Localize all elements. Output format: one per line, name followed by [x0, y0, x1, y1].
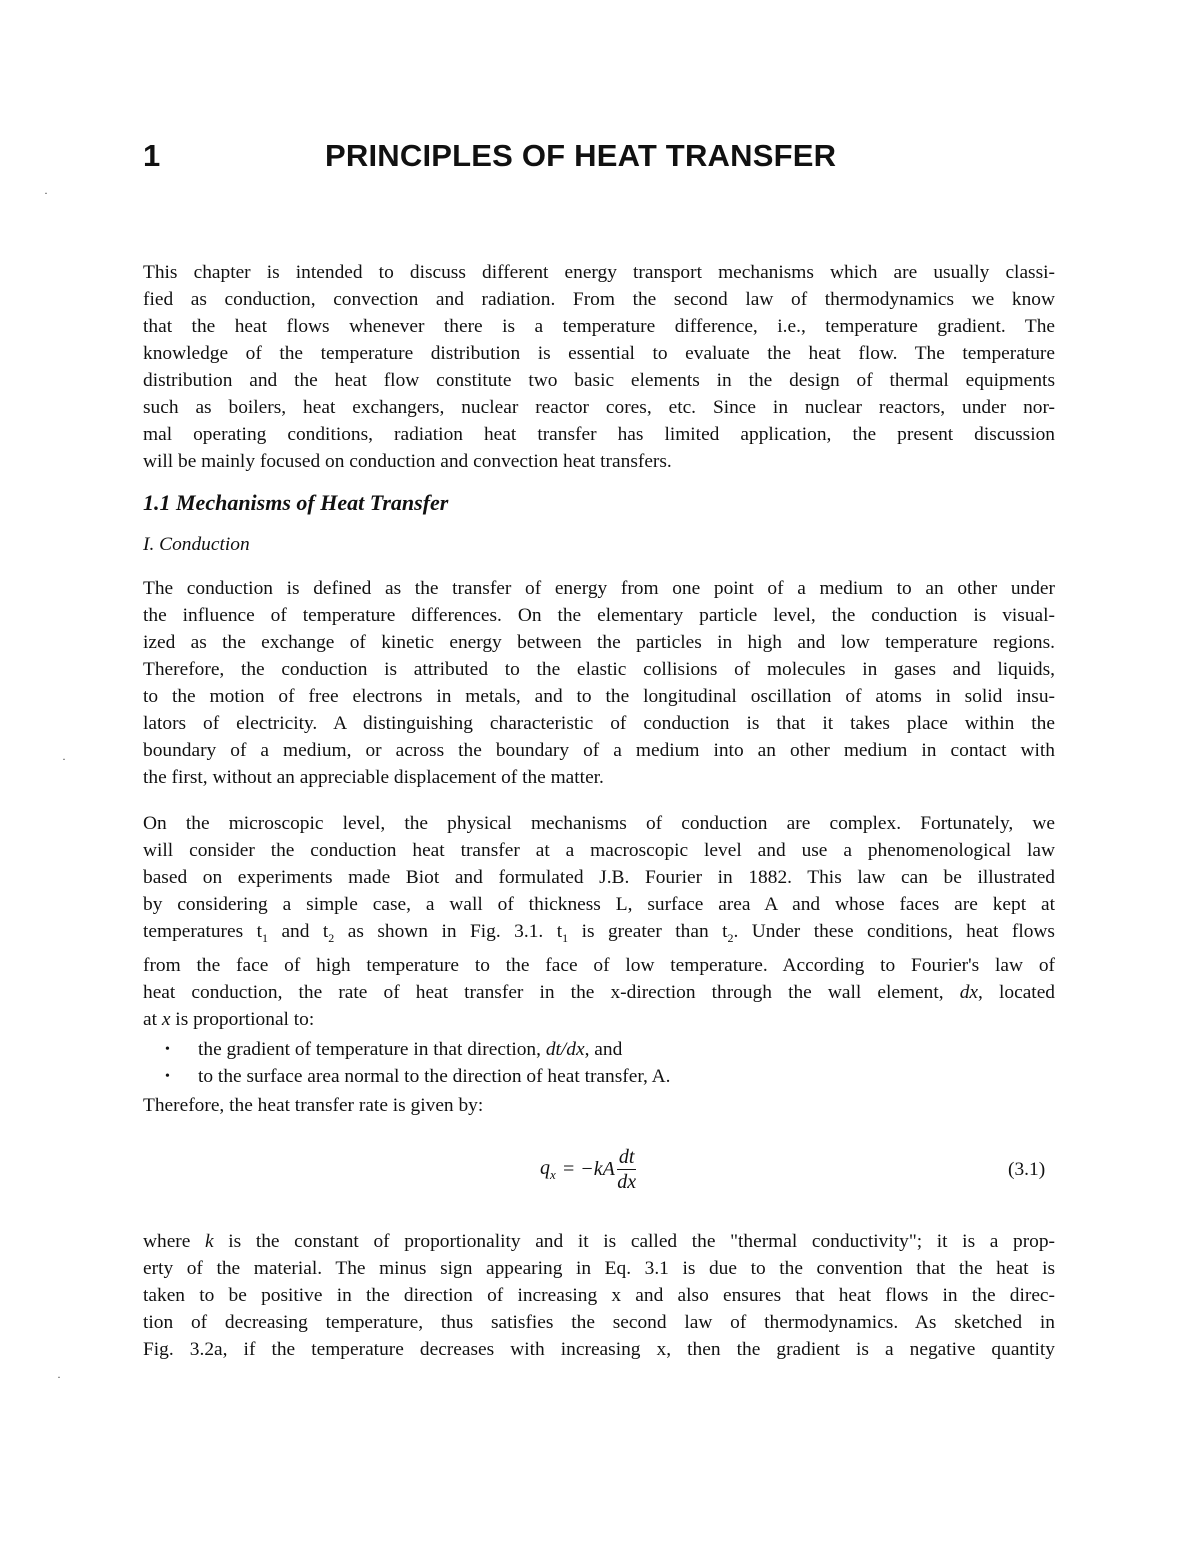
text-segment: , located [978, 981, 1055, 1003]
text-line: On the microscopic level, the physical mechanisms of conduction are complex. Fortunately, we [143, 813, 1055, 834]
text-line: This chapter is intended to discuss different energy transport mechanisms which are usually classi- [143, 262, 1055, 283]
section-heading: 1.1 Mechanisms of Heat Transfer [143, 490, 449, 515]
text-line: mal operating conditions, radiation heat transfer has limited application, the present discussion [143, 424, 1055, 445]
equation-lhs [540, 1157, 556, 1183]
subscript: 1 [562, 930, 569, 945]
conduction-paragraph [143, 575, 1055, 791]
text-segment: is the constant of proportionality and it is called the "thermal conductivity"; it is a prop- [213, 1231, 1056, 1252]
text-segment: is proportional to: [170, 1008, 315, 1030]
text-line [143, 1228, 1055, 1255]
text-line: will be mainly focused on conduction and convection heat transfers. [143, 451, 672, 472]
equation-number: (3.1) [1008, 1159, 1046, 1180]
equation [540, 1145, 636, 1194]
text-line [143, 918, 1055, 952]
text-line: such as boilers, heat exchangers, nuclear reactor cores, etc. Since in nuclear reactors, under nor- [143, 397, 1055, 418]
microscopic-paragraph [143, 810, 1055, 1033]
chapter-number: 1 [143, 138, 161, 173]
bullet-list [165, 1036, 670, 1090]
math-variable: dx [959, 981, 979, 1003]
list-item [165, 1063, 670, 1090]
math-expression: dt/dx [545, 1039, 585, 1060]
text-segment: where [143, 1231, 206, 1252]
text-segment: . Under these conditions, heat flows [733, 921, 1055, 942]
equation-subscript: x [550, 1166, 556, 1182]
text-line [143, 1006, 1055, 1033]
text-line: lators of electricity. A distinguishing characteristic of conduction is that it takes place within the [143, 713, 1055, 734]
text-line: fied as conduction, convection and radiation. From the second law of thermodynamics we know [143, 289, 1055, 310]
bullet-icon: • [165, 1069, 170, 1084]
math-variable: k [205, 1231, 214, 1252]
text-line: that the heat flows whenever there is a temperature difference, i.e., temperature gradient. The [143, 316, 1055, 337]
text-line: will consider the conduction heat transfer at a macroscopic level and use a phenomenological law [143, 840, 1055, 861]
text-line: the influence of temperature differences. On the elementary particle level, the conduction is visual- [143, 605, 1055, 626]
text-segment: as shown in Fig. 3.1. t [334, 921, 563, 942]
text-line: The conduction is defined as the transfer of energy from one point of a medium to an other under [143, 578, 1055, 599]
text-line: Fig. 3.2a, if the temperature decreases with increasing x, then the gradient is a negative quantity [143, 1339, 1055, 1360]
text-segment: is greater than t [568, 921, 728, 942]
equation-fraction [617, 1145, 637, 1194]
text-line: taken to be positive in the direction of increasing x and also ensures that heat flows in the direc- [143, 1285, 1055, 1306]
text-line: distribution and the heat flow constitute two basic elements in the design of thermal equipments [143, 370, 1055, 391]
text-segment: to the surface area normal to the direction of heat transfer, A. [198, 1066, 671, 1087]
text-line: ized as the exchange of kinetic energy between the particles in high and low temperature regions. [143, 632, 1055, 653]
margin-mark: · [62, 752, 66, 766]
text-line: knowledge of the temperature distribution is essential to evaluate the heat flow. The temperature [143, 343, 1055, 364]
bullet-icon: • [165, 1042, 170, 1057]
text-line: tion of decreasing temperature, thus satisfies the second law of thermodynamics. As sketched in [143, 1312, 1055, 1333]
equation-rhs-prefix: = −kA [561, 1158, 615, 1180]
subscript: 2 [328, 930, 335, 945]
text-segment: the gradient of temperature in that direction, [198, 1039, 546, 1060]
subsection-heading: I. Conduction [143, 534, 250, 555]
text-segment: heat conduction, the rate of heat transfer in the x-direction through the wall element, [143, 981, 960, 1003]
text-line: based on experiments made Biot and formulated J.B. Fourier in 1882. This law can be illustrated [143, 867, 1055, 888]
list-item [165, 1036, 670, 1063]
text-segment: , and [584, 1039, 623, 1060]
text-line [143, 979, 1055, 1006]
text-segment: temperatures t [143, 921, 262, 942]
therefore-line: Therefore, the heat transfer rate is given by: [143, 1095, 484, 1116]
text-line: by considering a simple case, a wall of thickness L, surface area A and whose faces are kept at [143, 894, 1055, 915]
subscript: 2 [727, 930, 734, 945]
margin-mark: · [57, 1370, 61, 1384]
chapter-title: PRINCIPLES OF HEAT TRANSFER [325, 138, 837, 173]
text-line: to the motion of free electrons in metals, and to the longitudinal oscillation of atoms in solid insu- [143, 686, 1055, 707]
where-paragraph [143, 1228, 1055, 1363]
text-line: boundary of a medium, or across the boundary of a medium into an other medium in contact with [143, 740, 1055, 761]
fraction-denominator: dx [617, 1171, 637, 1193]
margin-mark: · [44, 186, 48, 200]
text-line: the first, without an appreciable displacement of the matter. [143, 767, 604, 788]
subscript: 1 [261, 930, 268, 945]
math-variable: x [161, 1008, 171, 1030]
text-line: erty of the material. The minus sign appearing in Eq. 3.1 is due to the convention that the heat is [143, 1258, 1055, 1279]
intro-paragraph [143, 259, 1055, 475]
equation-symbol: q [540, 1156, 550, 1179]
text-line: Therefore, the conduction is attributed to the elastic collisions of molecules in gases and liquids, [143, 659, 1055, 680]
fraction-numerator: dt [618, 1146, 635, 1168]
text-line: from the face of high temperature to the face of low temperature. According to Fourier's law of [143, 954, 1055, 976]
text-segment: and t [267, 921, 329, 942]
text-segment: at [143, 1008, 162, 1030]
